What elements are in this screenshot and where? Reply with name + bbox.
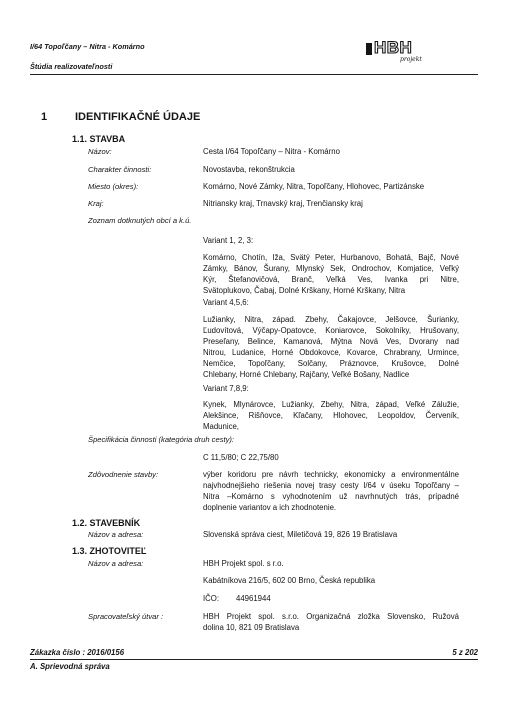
- logo-square-mark: [366, 43, 372, 55]
- utvar-label: Spracovateľský útvar :: [88, 612, 164, 621]
- zhotovitel-address: Kabátníkova 216/5, 602 00 Brno, Česká republika: [203, 576, 376, 585]
- variant-obce-line: Kýr, Štefanovičová, Branč, Veľká Ves, Ivanka pri Nitre,: [203, 275, 459, 284]
- kraj-value: Nitriansky kraj, Trnavský kraj, Trenčiansky kraj: [203, 199, 363, 208]
- variant-obce-line: Kynek, Mlynárovce, Lužianky, Zbehy, Nitra, západ, Veľké Zálužie,: [203, 400, 459, 409]
- zhotovitel-name: HBH Projekt spol. s r.o.: [203, 559, 284, 568]
- kraj-label: Kraj:: [88, 199, 104, 208]
- variant-obce-line: Madunice,: [203, 422, 239, 431]
- subsection-stavba-heading: 1.1. STAVBA: [72, 134, 126, 144]
- variant-obce-line: Lužianky, Nitra, západ. Zbehy, Čakajovce, Jelšovce, Šurianky,: [203, 315, 459, 324]
- zdovodnenie-line: doplnenie variantov a ich zhodnotenie.: [203, 503, 337, 512]
- charakter-value: Novostavba, rekonštrukcia: [203, 165, 295, 174]
- variant-label: Variant 7,8,9:: [203, 384, 249, 393]
- variant-obce-line: Komárno, Chotín, Iža, Svätý Peter, Hurbanovo, Bohatá, Bajč, Nové: [203, 253, 459, 262]
- subsection-zhotovitel-heading: 1.3. ZHOTOVITEĽ: [72, 546, 147, 556]
- miesto-value: Komárno, Nové Zámky, Nitra, Topoľčany, Hlohovec, Partizánske: [203, 182, 425, 191]
- header-document-subtitle: Štúdia realizovateľnosti: [30, 62, 113, 71]
- footer-rule: [30, 659, 478, 660]
- ico-value: 44961944: [236, 594, 271, 603]
- zdovodnenie-label: Zdôvodnenie stavby:: [88, 470, 159, 479]
- variant-obce-line: Nitrou, Ludanice, Horné Obdokovce, Kovarce, Chrabrany, Urmince,: [203, 348, 459, 357]
- variant-obce-line: Nemčice, Topoľčany, Solčany, Práznovce, Krušovce, Dolné: [203, 359, 459, 368]
- variant-obce-line: Ľudovítová, Výčapy-Opatovce, Koniarovce, Sokolníky, Hrušovany,: [203, 326, 459, 335]
- zdovodnenie-line: Nitra –Komárno s vyhodnotením už navrhnutých trás, prípadné: [203, 492, 459, 501]
- logo-script-lettering: projekt: [400, 56, 422, 63]
- variant-obce-line: Preseľany, Belince, Kamanová, Mýtna Nová Ves, Dvorany nad: [203, 337, 459, 346]
- stavebnik-label: Názov a adresa:: [88, 530, 144, 539]
- footer-part-title: A. Sprievodná správa: [30, 662, 110, 671]
- miesto-label: Miesto (okres):: [88, 182, 139, 191]
- subsection-stavebnik-heading: 1.2. STAVEBNÍK: [72, 518, 141, 528]
- footer-order-number: Zákazka číslo : 2016/0156: [30, 648, 125, 657]
- variant-label: Variant 1, 2, 3:: [203, 236, 254, 245]
- zdovodnenie-line: najvhodnejšieho riešenia novej trasy cesty I/64 v úseku Topoľčany –: [203, 481, 459, 490]
- stavebnik-value: Slovenská správa ciest, Miletičová 19, 826 19 Bratislava: [203, 530, 398, 539]
- variant-label: Variant 4,5,6:: [203, 298, 249, 307]
- section-title: IDENTIFIKAČNÉ ÚDAJE: [75, 111, 201, 123]
- footer-page-number: 5 z 202: [452, 648, 478, 657]
- ico-label: IČO:: [203, 594, 220, 603]
- variant-obce-line: Alekšince, Rišňovce, Kľačany, Hlohovec, Leopoldov, Červeník,: [203, 411, 459, 420]
- zdovodnenie-line: výber koridoru pre návrh technicky, ekonomicky a environmentálne: [203, 470, 459, 479]
- variant-obce-line: Chlebany, Horné Chlebany, Rajčany, Veľké Bošany, Nadlice: [203, 370, 410, 379]
- company-logo: [366, 38, 426, 66]
- header-project-title: I/64 Topoľčany – Nitra - Komárno: [30, 42, 145, 51]
- nazov-value: Cesta I/64 Topoľčany – Nitra - Komárno: [203, 147, 340, 156]
- specifikacia-value: C 11,5/80; C 22,75/80: [203, 453, 279, 462]
- charakter-label: Charakter činnosti:: [88, 165, 152, 174]
- variant-obce-line: Svätoplukovo, Čabaj, Dolné Krškany, Horné Krškany, Nitra: [203, 286, 406, 295]
- header-rule: [30, 74, 478, 75]
- obce-list-label: Zoznam dotknutých obcí a k.ú.: [88, 216, 192, 225]
- zhotovitel-label: Názov a adresa:: [88, 559, 144, 568]
- specifikacia-label: Špecifikácia činnosti (kategória druh cesty):: [88, 435, 235, 444]
- section-number: 1: [41, 111, 48, 123]
- logo-lettering: HBH: [374, 38, 413, 57]
- utvar-line: HBH Projekt spol. s.r.o. Organizačná zložka Slovensko, Ružová: [203, 612, 459, 621]
- variant-obce-line: Zámky, Bánov, Šurany, Mlynský Sek, Ondrochov, Komjatice, Veľký: [203, 264, 459, 273]
- nazov-label: Názov:: [88, 147, 112, 156]
- utvar-line: dolina 10, 821 09 Bratislava: [203, 623, 300, 632]
